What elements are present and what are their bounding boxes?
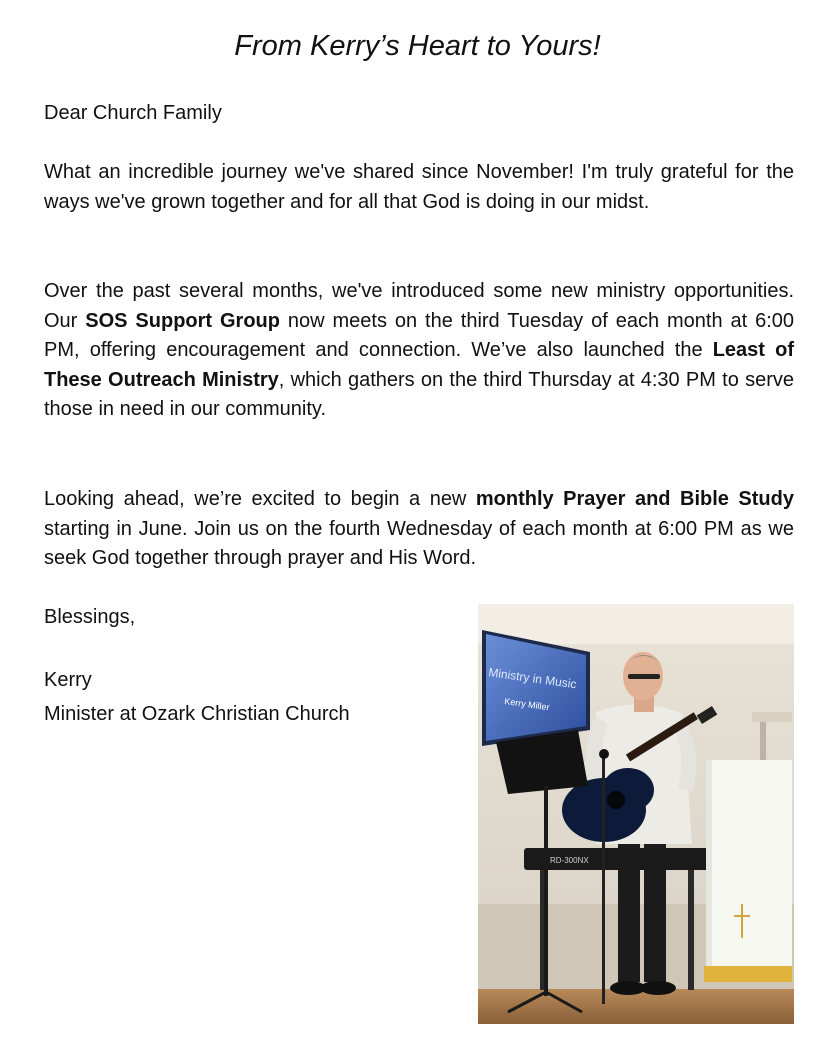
keyboard-label: RD-300NX: [550, 856, 589, 865]
paragraph-intro: What an incredible journey we've shared since November! I'm truly grateful for the ways we've grown together and for all that God is doing in our midst.: [44, 161, 794, 213]
para2-text-3: , which gathers on the third Thursday at 4:30 PM to serve those in need in our community.: [44, 368, 794, 420]
para2-text-1: Over the past several months, we've introduced some new ministry opportunities. Our: [44, 280, 794, 332]
para3-text-1: Looking ahead, we’re excited to begin a new: [44, 488, 476, 510]
minister-photo: [478, 604, 794, 1024]
prayer-bible-study-bold: monthly Prayer and Bible Study: [475, 488, 794, 510]
sos-support-group-bold: SOS Support Group: [85, 309, 280, 332]
signer-name: Kerry: [44, 669, 92, 691]
para3-text-2: starting in June. Join us on the fourth Wednesday of each month at 6:00 PM as we seek God together through prayer and His Word.: [44, 517, 794, 569]
photo-illustration: [478, 604, 794, 1024]
para2-text-2: now meets on the third Tuesday of each month at 6:00 PM, offering encouragement and connection. We’ve also launched the: [44, 309, 795, 361]
screen-name: Kerry Miller: [503, 696, 551, 713]
closing: Blessings,: [44, 606, 136, 628]
paragraph-bible-study: [44, 485, 794, 574]
salutation: Dear Church Family: [44, 102, 222, 124]
screen-title: Ministry in Music: [487, 665, 578, 692]
paragraph-ministries: [44, 277, 794, 425]
least-of-these-bold: Least of These Outreach Ministry: [44, 339, 794, 391]
signer-title: Minister at Ozark Christian Church: [44, 703, 350, 725]
letter-title: From Kerry’s Heart to Yours!: [234, 30, 601, 62]
